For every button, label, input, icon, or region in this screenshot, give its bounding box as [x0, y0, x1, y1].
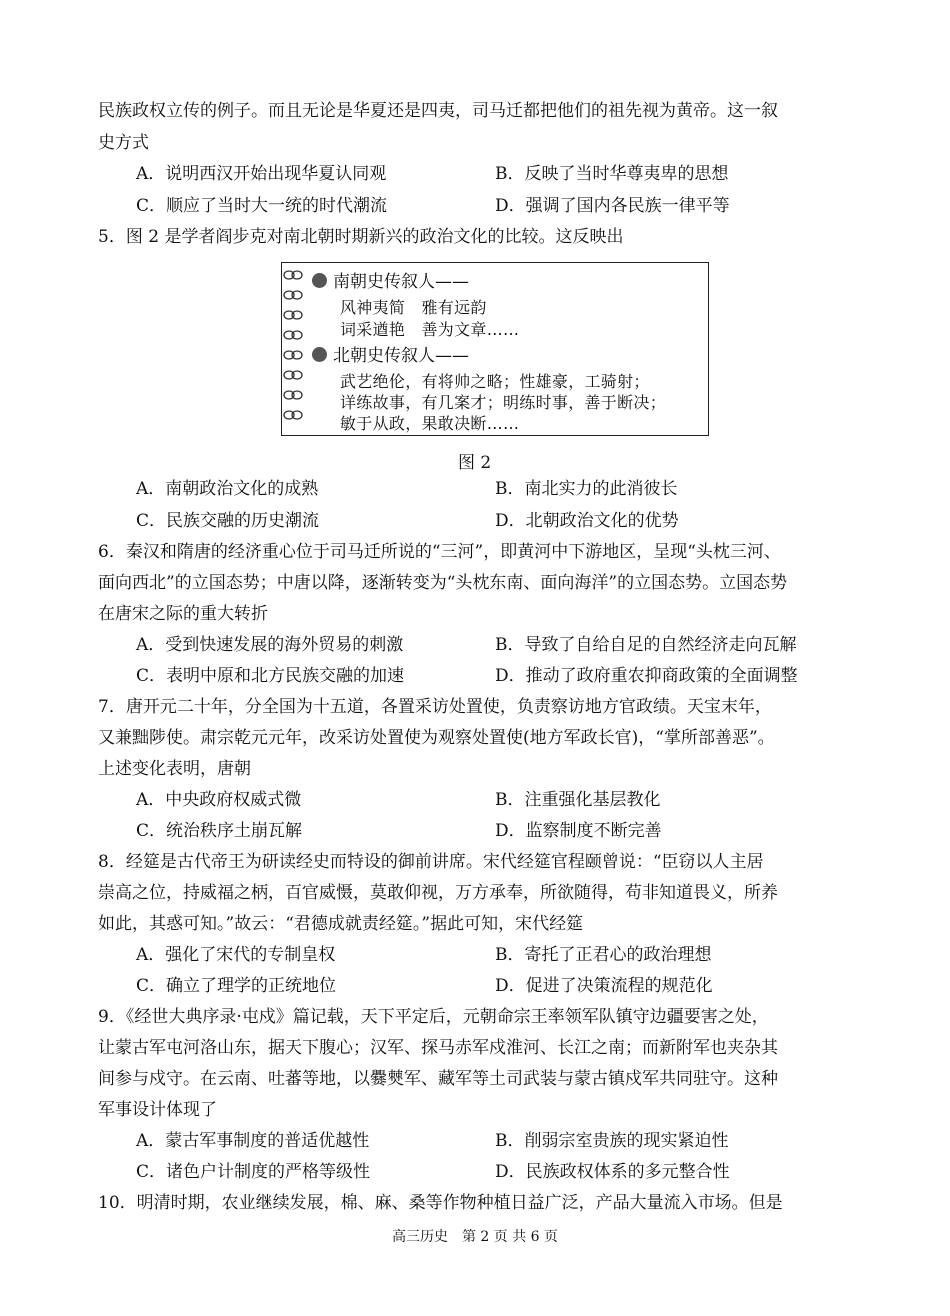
q5-option-b: B．南北实力的此消彼长: [495, 479, 678, 499]
q7-option-a: A．中央政府权威式微: [136, 790, 302, 810]
question-6-stem: 6．秦汉和隋唐的经济重心位于司马迁所说的“三河”，即黄河中下游地区，呈现“头枕三河、: [98, 542, 781, 562]
q8-option-c: C．确立了理学的正统地位: [136, 976, 337, 996]
question-6-stem: 在唐宋之际的重大转折: [98, 604, 268, 624]
q9-option-a: A．蒙古军事制度的普适优越性: [136, 1131, 370, 1151]
q8-option-d: D．促进了决策流程的规范化: [495, 976, 713, 996]
q7-option-c: C．统治秩序土崩瓦解: [136, 821, 303, 841]
q6-option-a: A．受到快速发展的海外贸易的刺激: [136, 635, 404, 655]
q5-option-a: A．南朝政治文化的成熟: [136, 479, 319, 499]
question-8-stem: 如此，其惑可知。”故云：“君德成就责经筵。”据此可知，宋代经筵: [98, 914, 584, 934]
question-9-stem: 军事设计体现了: [98, 1100, 217, 1120]
question-8-stem: 崇高之位，持威福之柄，百官威慑，莫敢仰视，万方承奉，所欲随得，苟非知道畏义，所养: [98, 883, 778, 903]
north-line-2: 详练故事，有几案才；明练时事，善于断决；: [340, 393, 667, 412]
q4-option-d: D．强调了国内各民族一律平等: [495, 196, 730, 216]
q4-option-c: C．顺应了当时大一统的时代潮流: [136, 196, 388, 216]
q4-option-a: A．说明西汉开始出现华夏认同观: [136, 164, 387, 184]
south-line-2: 词采遒艳 善为文章……: [340, 320, 520, 339]
page-footer: 高三历史 第 2 页 共 6 页: [391, 1229, 559, 1245]
q9-option-d: D．民族政权体系的多元整合性: [495, 1162, 730, 1182]
passage-line: 民族政权立传的例子。而且无论是华夏还是四夷，司马迁都把他们的祖先视为黄帝。这一叙: [98, 101, 778, 121]
spiral-binding-icon: [282, 267, 310, 433]
question-10-stem: 10．明清时期，农业继续发展，棉、麻、桑等作物种植日益广泛，产品大量流入市场。但是: [98, 1193, 783, 1213]
question-7-stem: 7．唐开元二十年，分全国为十五道，各置采访处置使，负责察访地方官政绩。天宝末年，: [98, 697, 772, 717]
north-heading: [312, 341, 469, 366]
question-6-stem: 面向西北”的立国态势；中唐以降，逐渐转变为“头枕东南、面向海洋”的立国态势。立国态势: [98, 573, 788, 593]
south-heading: [312, 267, 469, 292]
south-line-1: 风神夷简 雅有远韵: [340, 298, 487, 317]
q5-option-d: D．北朝政治文化的优势: [495, 511, 679, 531]
q4-option-b: B．反映了当时华尊夷卑的思想: [495, 164, 729, 184]
south-heading-text: 南朝史传叙人——: [333, 272, 469, 292]
q6-option-b: B．导致了自给自足的自然经济走向瓦解: [495, 635, 797, 655]
question-9-stem: 9．《经世大典序录·屯戍》篇记载，天下平定后，元朝命宗王率领军队镇守边疆要害之处，: [98, 1007, 769, 1027]
q7-option-b: B．注重强化基层教化: [495, 790, 661, 810]
q6-option-c: C．表明中原和北方民族交融的加速: [136, 666, 405, 686]
north-heading-text: 北朝史传叙人——: [333, 346, 469, 366]
q8-option-b: B．寄托了正君心的政治理想: [495, 945, 712, 965]
question-7-stem: 又兼黜陟使。肃宗乾元元年，改采访处置使为观察处置使(地方军政长官)，“掌所部善恶”。: [98, 728, 775, 748]
q7-option-d: D．监察制度不断完善: [495, 821, 662, 841]
q9-option-c: C．诸色户计制度的严格等级性: [136, 1162, 371, 1182]
question-9-stem: 间参与戍守。在云南、吐蕃等地，以爨僰军、藏军等土司武装与蒙古镇戍军共同驻守。这种: [98, 1069, 778, 1089]
question-9-stem: 让蒙古军屯河洛山东，据天下腹心；汉军、探马赤军戍淮河、长江之南；而新附军也夹杂其: [98, 1038, 778, 1058]
q5-option-c: C．民族交融的历史潮流: [136, 511, 320, 531]
q9-option-b: B．削弱宗室贵族的现实紧迫性: [495, 1131, 729, 1151]
figure-caption: 图 2: [458, 453, 492, 473]
bullet-dot-icon: [312, 347, 327, 362]
bullet-dot-icon: [312, 273, 327, 288]
question-7-stem: 上述变化表明，唐朝: [98, 759, 251, 779]
question-5-stem: 5．图 2 是学者阎步克对南北朝时期新兴的政治文化的比较。这反映出: [98, 227, 624, 247]
q8-option-a: A．强化了宋代的专制皇权: [136, 945, 336, 965]
north-line-1: 武艺绝伦，有将帅之略；性雄豪，工骑射；: [340, 372, 650, 391]
figure-2-box: [281, 262, 709, 436]
question-8-stem: 8．经筵是古代帝王为研读经史而特设的御前讲席。宋代经筵官程颐曾说：“臣窃以人主居: [98, 852, 764, 872]
north-line-3: 敏于从政，果敢决断……: [340, 414, 520, 433]
passage-line: 史方式: [98, 133, 149, 153]
q6-option-d: D．推动了政府重农抑商政策的全面调整: [495, 666, 798, 686]
